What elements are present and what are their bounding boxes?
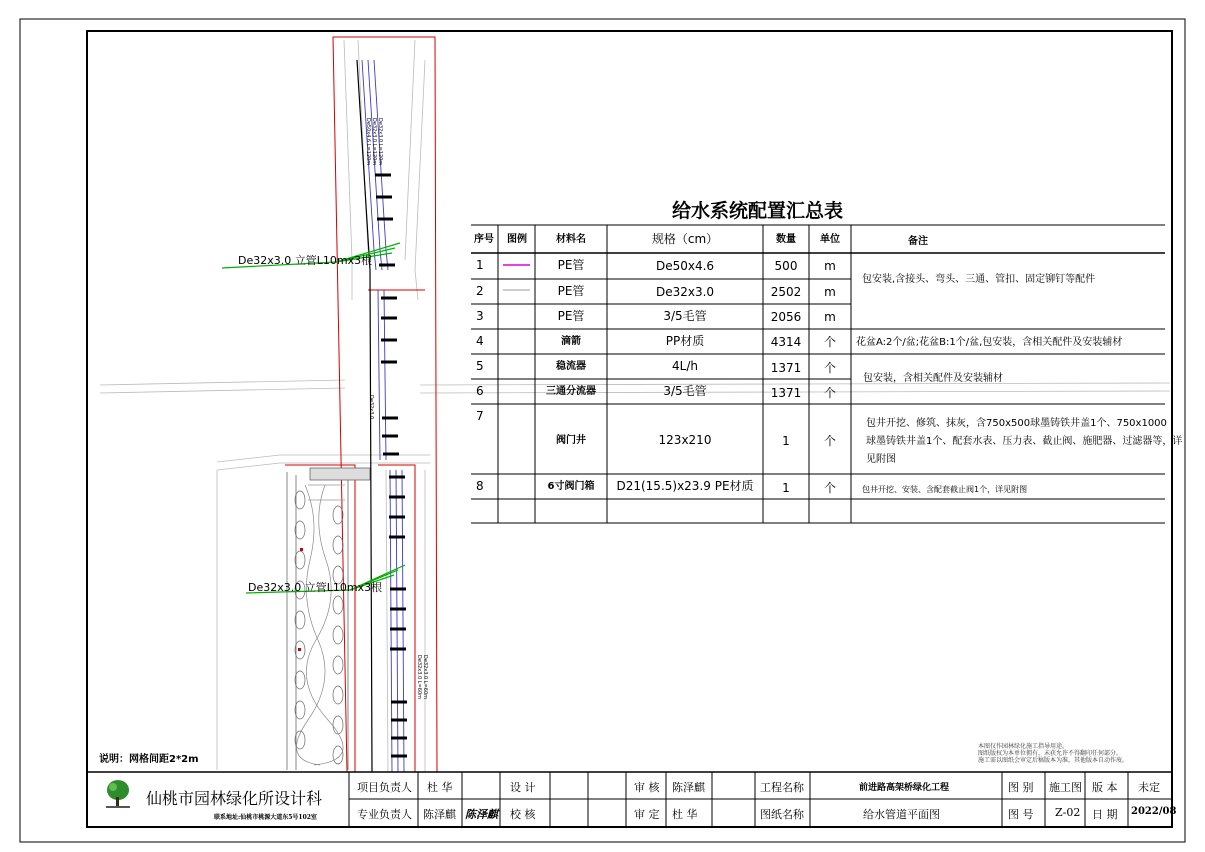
svg-text:De32x3.0: De32x3.0: [368, 395, 374, 420]
row7-unit: 个: [823, 434, 837, 448]
row7-name: 阀门井: [556, 435, 586, 446]
row4-name: 滴箭: [561, 336, 581, 347]
remark-row-7-line3: 见附图: [866, 454, 896, 465]
row3-name: PE管: [557, 309, 585, 323]
design-label: 设 计: [510, 781, 536, 794]
approver: 杜 华: [672, 808, 698, 821]
discipline-lead: 陈泽麒: [423, 808, 456, 821]
project-lead-label: 项目负责人: [357, 781, 412, 794]
row7-qty: 1: [782, 434, 790, 448]
remark-row-7: [866, 415, 1182, 469]
header-spec: 规格（cm）: [651, 232, 719, 246]
row1-name: PE管: [557, 258, 585, 272]
review-label: 审 核: [634, 781, 660, 794]
road-outlines: [100, 40, 1170, 772]
remark-row-8: 包井开挖、安装、含配套截止阀1个，详见附图: [862, 485, 1028, 494]
garden-pattern: [287, 468, 370, 770]
row3-spec: 3/5毛管: [663, 309, 707, 323]
header-unit: 单位: [820, 234, 840, 245]
row8-name: 6寸阀门箱: [547, 481, 595, 492]
date-label: 日 期: [1092, 808, 1118, 821]
notice-line3: 施工需以图纸会审定后稿版本为准，其他版本自动作废。: [978, 757, 1129, 764]
discipline-lead-label: 专业负责人: [357, 808, 412, 821]
svg-text:De32x3.0 L=60m: De32x3.0 L=60m: [422, 655, 428, 699]
notice-line2: 图纸版权为本单位拥有，未获允许不得翻印任何部分。: [978, 750, 1123, 757]
row4-unit: 个: [823, 335, 837, 349]
row2-no: 2: [476, 284, 484, 298]
row7-no: 7: [476, 409, 484, 423]
remark-row-4: 花盆A:2个/盆;花盆B:1个/盆,包安装，含相关配件及安装辅材: [856, 337, 1123, 348]
project-name-label: 工程名称: [760, 781, 804, 794]
project-lead: 杜 华: [427, 781, 453, 794]
callout-riser-top: De32x3.0 立管L10mx3根: [238, 254, 373, 267]
copyright-notice: [978, 743, 1128, 764]
header-material: 材料名: [556, 234, 586, 245]
org-logo-icon: [104, 779, 132, 809]
row4-qty: 4314: [770, 335, 802, 349]
row5-unit: 个: [823, 361, 837, 375]
row5-spec: 4L/h: [672, 359, 698, 373]
svg-text:De32x3.0 L=120m: De32x3.0 L=120m: [377, 118, 383, 166]
header-remarks: 备注: [908, 236, 928, 247]
row2-name: PE管: [557, 284, 585, 298]
drawing-name: 给水管道平面图: [863, 808, 940, 821]
row6-qty: 1371: [770, 386, 802, 400]
row1-unit: m: [824, 259, 836, 273]
svg-text:De32x3.0 L=120m: De32x3.0 L=120m: [371, 118, 377, 166]
org-name: 仙桃市园林绿化所设计科: [146, 789, 323, 808]
remark-row-7-line2: 球墨铸铁井盖1个、配套水表、压力表、截止阀、施肥器、过滤器等，详: [866, 436, 1183, 447]
project-name: 前进路高架桥绿化工程: [859, 783, 950, 793]
row5-no: 5: [476, 359, 484, 373]
row8-unit: 个: [823, 481, 837, 495]
row7-spec: 123x210: [658, 433, 712, 447]
row1-no: 1: [476, 258, 484, 272]
drawing-number: Z-02: [1055, 806, 1081, 819]
row2-unit: m: [824, 285, 836, 299]
category-label: 图 别: [1008, 781, 1034, 794]
row3-unit: m: [824, 310, 836, 324]
drawing-name-label: 图纸名称: [760, 808, 804, 821]
row8-no: 8: [476, 479, 484, 493]
reviewer: 陈泽麒: [672, 781, 705, 794]
version-label: 版 本: [1092, 781, 1118, 794]
remark-row-7-line1: 包井开挖、修筑、抹灰，含750x500球墨铸铁井盖1个、750x1000: [866, 418, 1167, 429]
row5-qty: 1371: [770, 361, 802, 375]
row8-qty: 1: [782, 481, 790, 495]
header-qty: 数量: [776, 234, 796, 245]
header-legend: 图例: [507, 234, 527, 245]
version: 未定: [1138, 781, 1160, 794]
header-no: 序号: [474, 234, 494, 245]
svg-text:De50x4.6 L=120m: De50x4.6 L=120m: [365, 118, 371, 166]
row1-spec: De50x4.6: [655, 259, 715, 273]
row1-qty: 500: [774, 259, 798, 273]
row2-qty: 2502: [770, 285, 802, 299]
red-boundaries: [285, 37, 437, 772]
row2-spec: De32x3.0: [655, 285, 715, 299]
row6-no: 6: [476, 384, 484, 398]
grid-note: 说明：网格间距2*2m: [99, 754, 199, 765]
notice-line1: 本图仅作园林绿化施工指导用途。: [978, 743, 1069, 750]
row3-no: 3: [476, 309, 484, 323]
approve-label: 审 定: [634, 808, 660, 821]
row6-name: 三通分流器: [546, 386, 596, 397]
check-label: 校 核: [510, 808, 536, 821]
remark-rows-1-3: 包安装,含接头、弯头、三通、管扣、固定铆钉等配件: [862, 274, 1096, 285]
category: 施工图: [1049, 781, 1082, 794]
valve-markers: [298, 548, 303, 651]
signature: 陈泽麒: [465, 808, 498, 821]
row8-spec: D21(15.5)x23.9 PE材质: [616, 479, 754, 493]
number-label: 图 号: [1008, 808, 1034, 821]
svg-text:De32x3.0 L=60m: De32x3.0 L=60m: [416, 655, 422, 699]
table-title: 给水系统配置汇总表: [672, 200, 844, 222]
date: 2022/08: [1131, 806, 1177, 817]
callout-riser-bottom: De32x3.0 立管L10mx3根: [248, 581, 383, 594]
row5-name: 稳流器: [556, 361, 586, 372]
row4-spec: PP材质: [665, 334, 705, 348]
row4-no: 4: [476, 334, 484, 348]
remark-rows-5-6: 包安装，含相关配件及安装辅材: [863, 373, 1003, 384]
row3-qty: 2056: [770, 310, 802, 324]
row6-spec: 3/5毛管: [663, 384, 707, 398]
org-address: 联系地址:仙桃市桃源大道东5号102室: [214, 814, 317, 821]
row6-unit: 个: [823, 386, 837, 400]
